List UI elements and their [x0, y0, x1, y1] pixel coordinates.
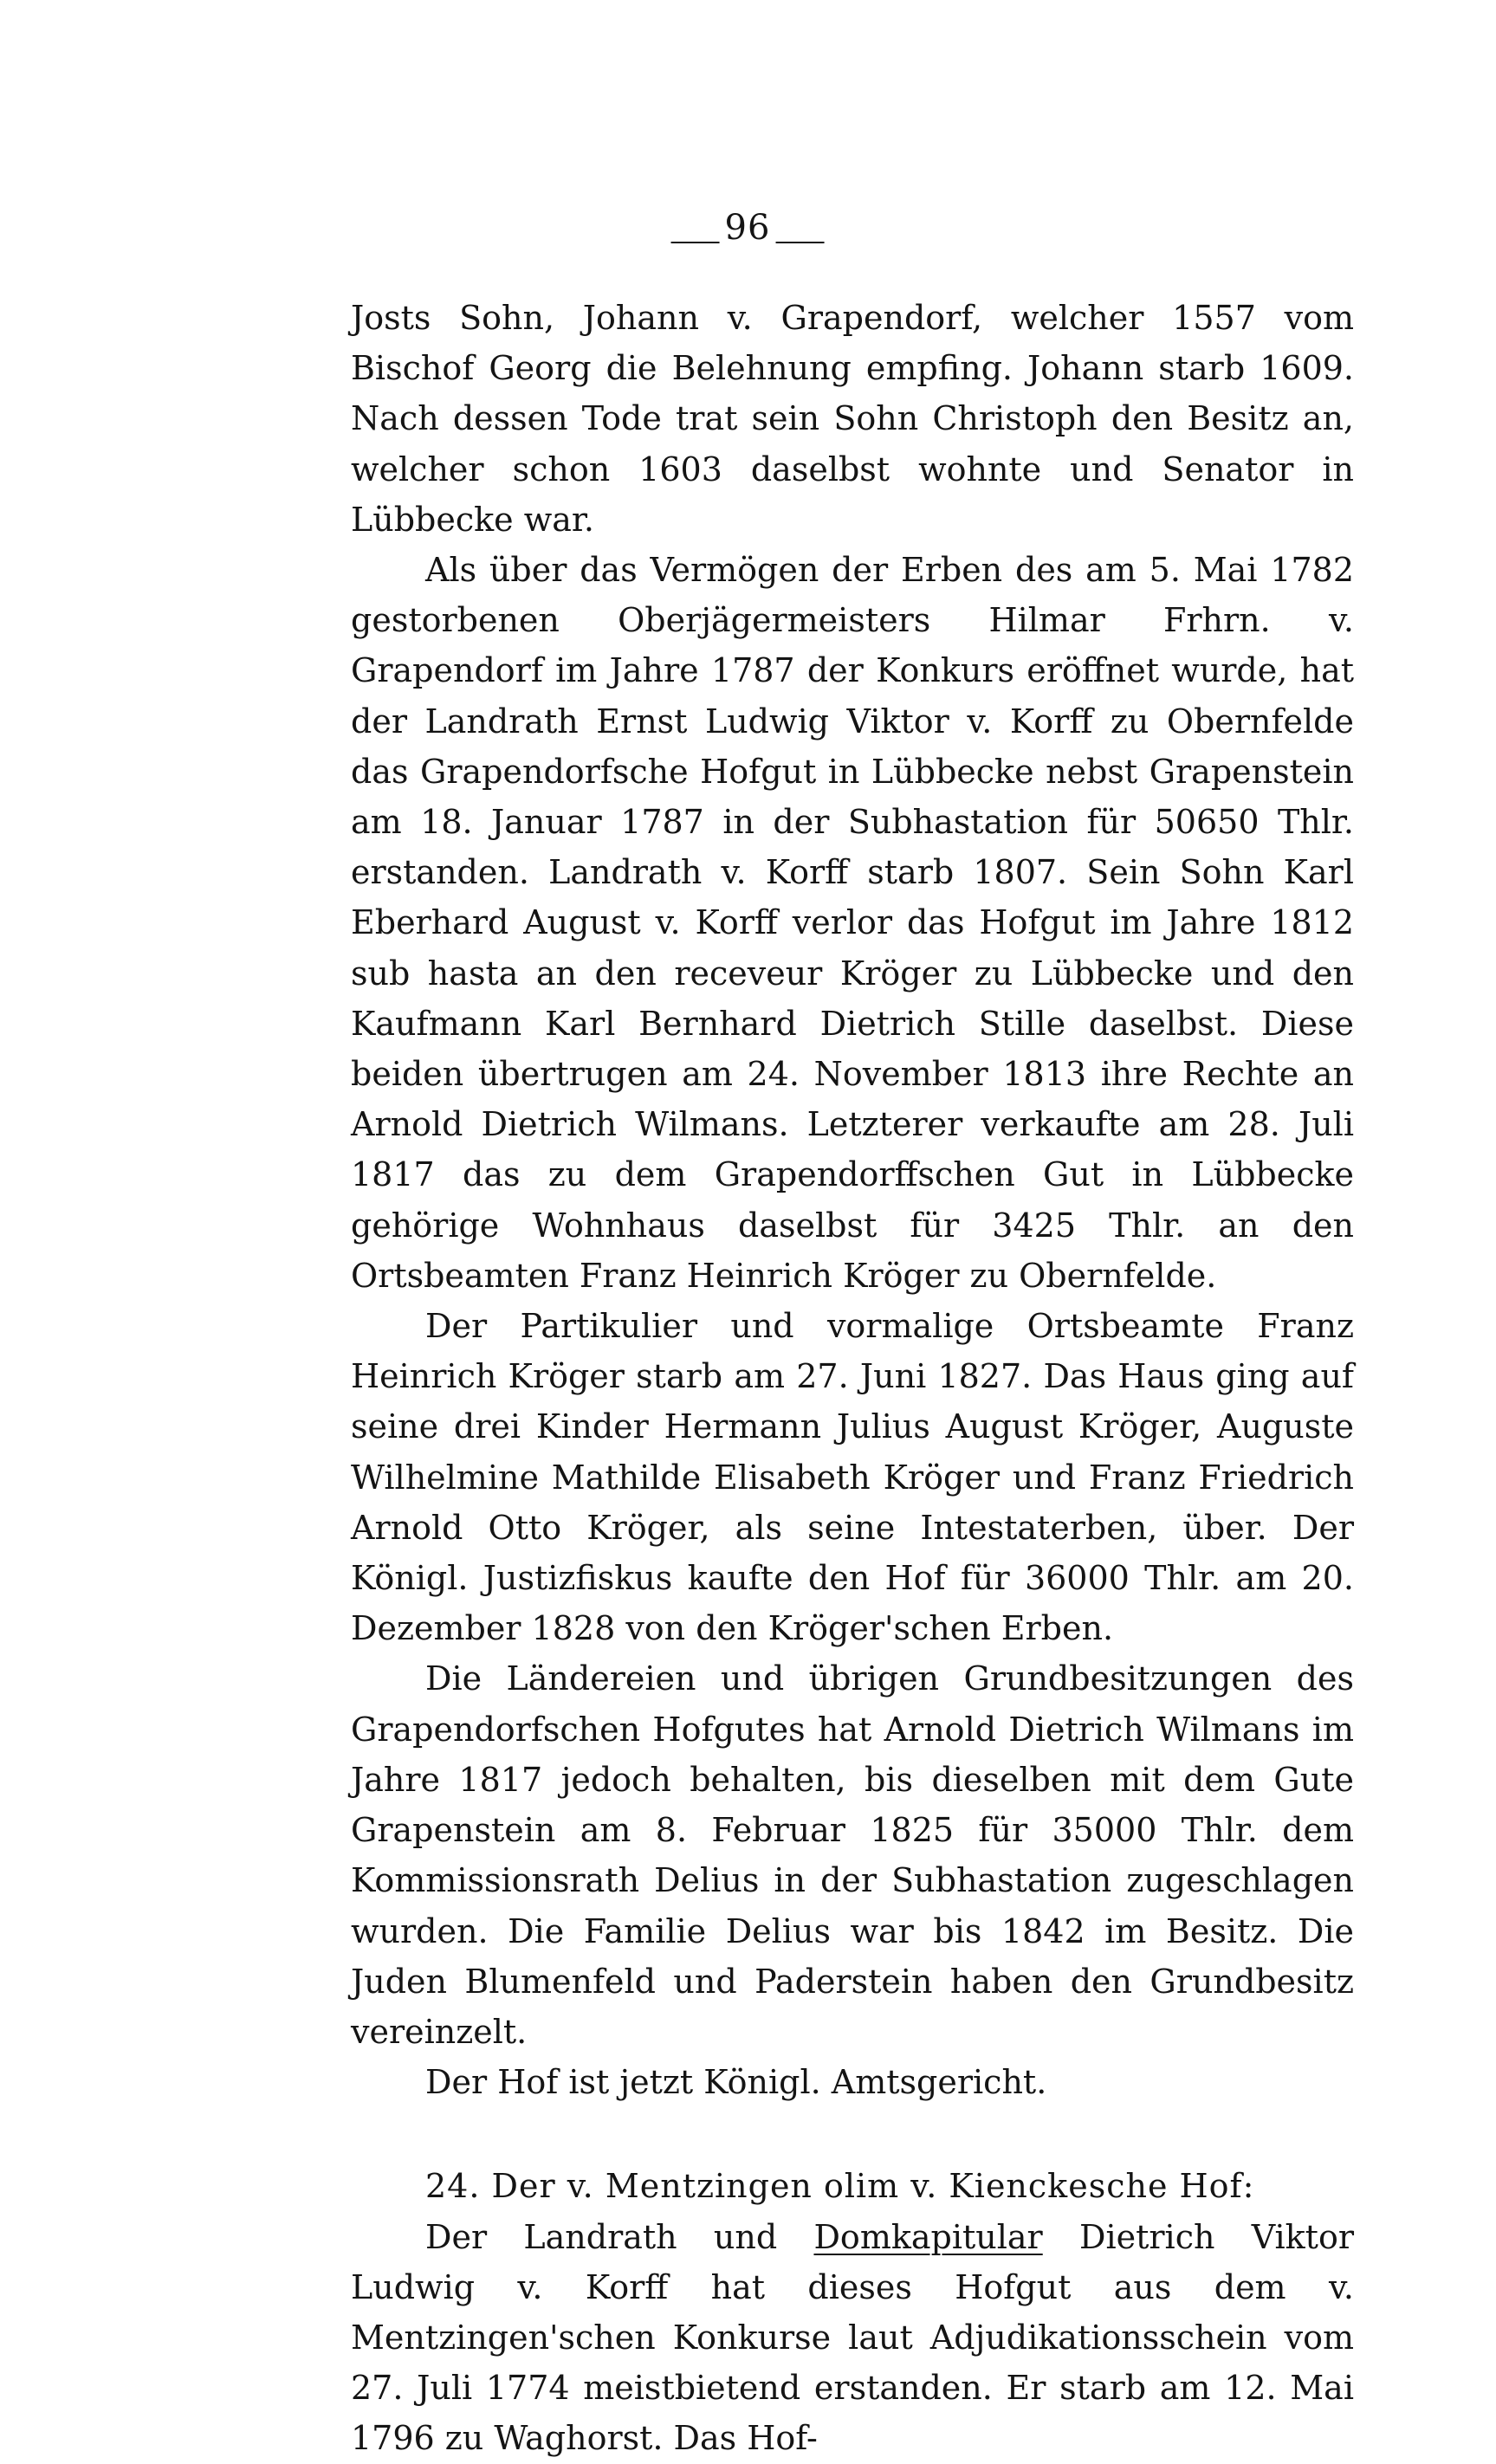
section-gap [351, 2107, 1354, 2161]
section-heading: 24. Der v. Mentzingen olim v. Kienckesche Hof: [425, 2167, 1255, 2206]
section-paragraph-end: Dietrich Viktor Ludwig v. Korff hat dieses Hofgut aus dem v. Mentzingen'schen Konkurse laut Adjudikationsschein vom 27. Juli 1774 meistbietend erstanden. Er starb am 12. Mai 1796 zu Waghorst. Das Hof- [351, 2217, 1354, 2458]
page-number [671, 208, 825, 248]
paragraph-5: Der Hof ist jetzt Königl. Amtsgericht. [425, 2063, 1047, 2102]
section-paragraph-start: Der Landrath und [425, 2217, 814, 2256]
section-paragraph [351, 2212, 1354, 2464]
page-number-rule-left [671, 242, 720, 243]
paragraph-3: Der Partikulier und vormalige Ortsbeamte Franz Heinrich Kröger starb am 27. Juni 1827. Das Haus ging auf seine drei Kinder Hermann Julius August Kröger, Auguste Wilhelmine Mathilde Elisabeth Kröger und Franz Friedrich Arnold Otto Kröger, als seine Intestaterben, über. Der Königl. Justizfiskus kaufte den Hof für 36000 Thlr. am 20. Dezember 1828 von den Kröger'schen Erben. [351, 1307, 1354, 1648]
paragraph-4: Die Ländereien und übrigen Grundbesitzungen des Grapendorfschen Hofgutes hat Arnold Dietrich Wilmans im Jahre 1817 jedoch behalten, bis dieselben mit dem Gute Grapenstein am 8. Februar 1825 für 35000 Thlr. dem Kommissionsrath Delius in der Subhastation zugeschlagen wurden. Die Familie Delius war bis 1842 im Besitz. Die Juden Blumenfeld und Paderstein haben den Grundbesitz vereinzelt. [351, 1659, 1354, 2051]
paragraph-2: Als über das Vermögen der Erben des am 5. Mai 1782 gestorbenen Oberjägermeisters Hilmar Frhrn. v. Grapendorf im Jahre 1787 der Konkurs eröffnet wurde, hat der Landrath Ernst Ludwig Viktor v. Korff zu Obernfelde das Grapendorfsche Hofgut in Lübbecke nebst Grapenstein am 18. Januar 1787 in der Subhastation für 50650 Thlr. erstanden. Landrath v. Korff starb 1807. Sein Sohn Karl Eberhard August v. Korff verlor das Hofgut im Jahre 1812 sub hasta an den receveur Kröger zu Lübbecke und den Kaufmann Karl Bernhard Dietrich Stille daselbst. Diese beiden übertrugen am 24. November 1813 ihre Rechte an Arnold Dietrich Wilmans. Letzterer verkaufte am 28. Juli 1817 das zu dem Grapendorffschen Gut in Lübbecke gehörige Wohnhaus daselbst für 3425 Thlr. an den Ortsbeamten Franz Heinrich Kröger zu Obernfelde. [351, 551, 1354, 1295]
paragraph-1: Josts Sohn, Johann v. Grapendorf, welcher 1557 vom Bischof Georg die Belehnung empfing. Johann starb 1609. Nach dessen Tode trat sein Sohn Christoph den Besitz an, welcher schon 1603 daselbst wohnte und Senator in Lübbecke war. [351, 299, 1354, 539]
underlined-word: Domkapitular [813, 2217, 1043, 2256]
body-text [351, 293, 1354, 2464]
page-number-rule-right [775, 242, 824, 243]
page-number-text: 96 [724, 208, 771, 248]
